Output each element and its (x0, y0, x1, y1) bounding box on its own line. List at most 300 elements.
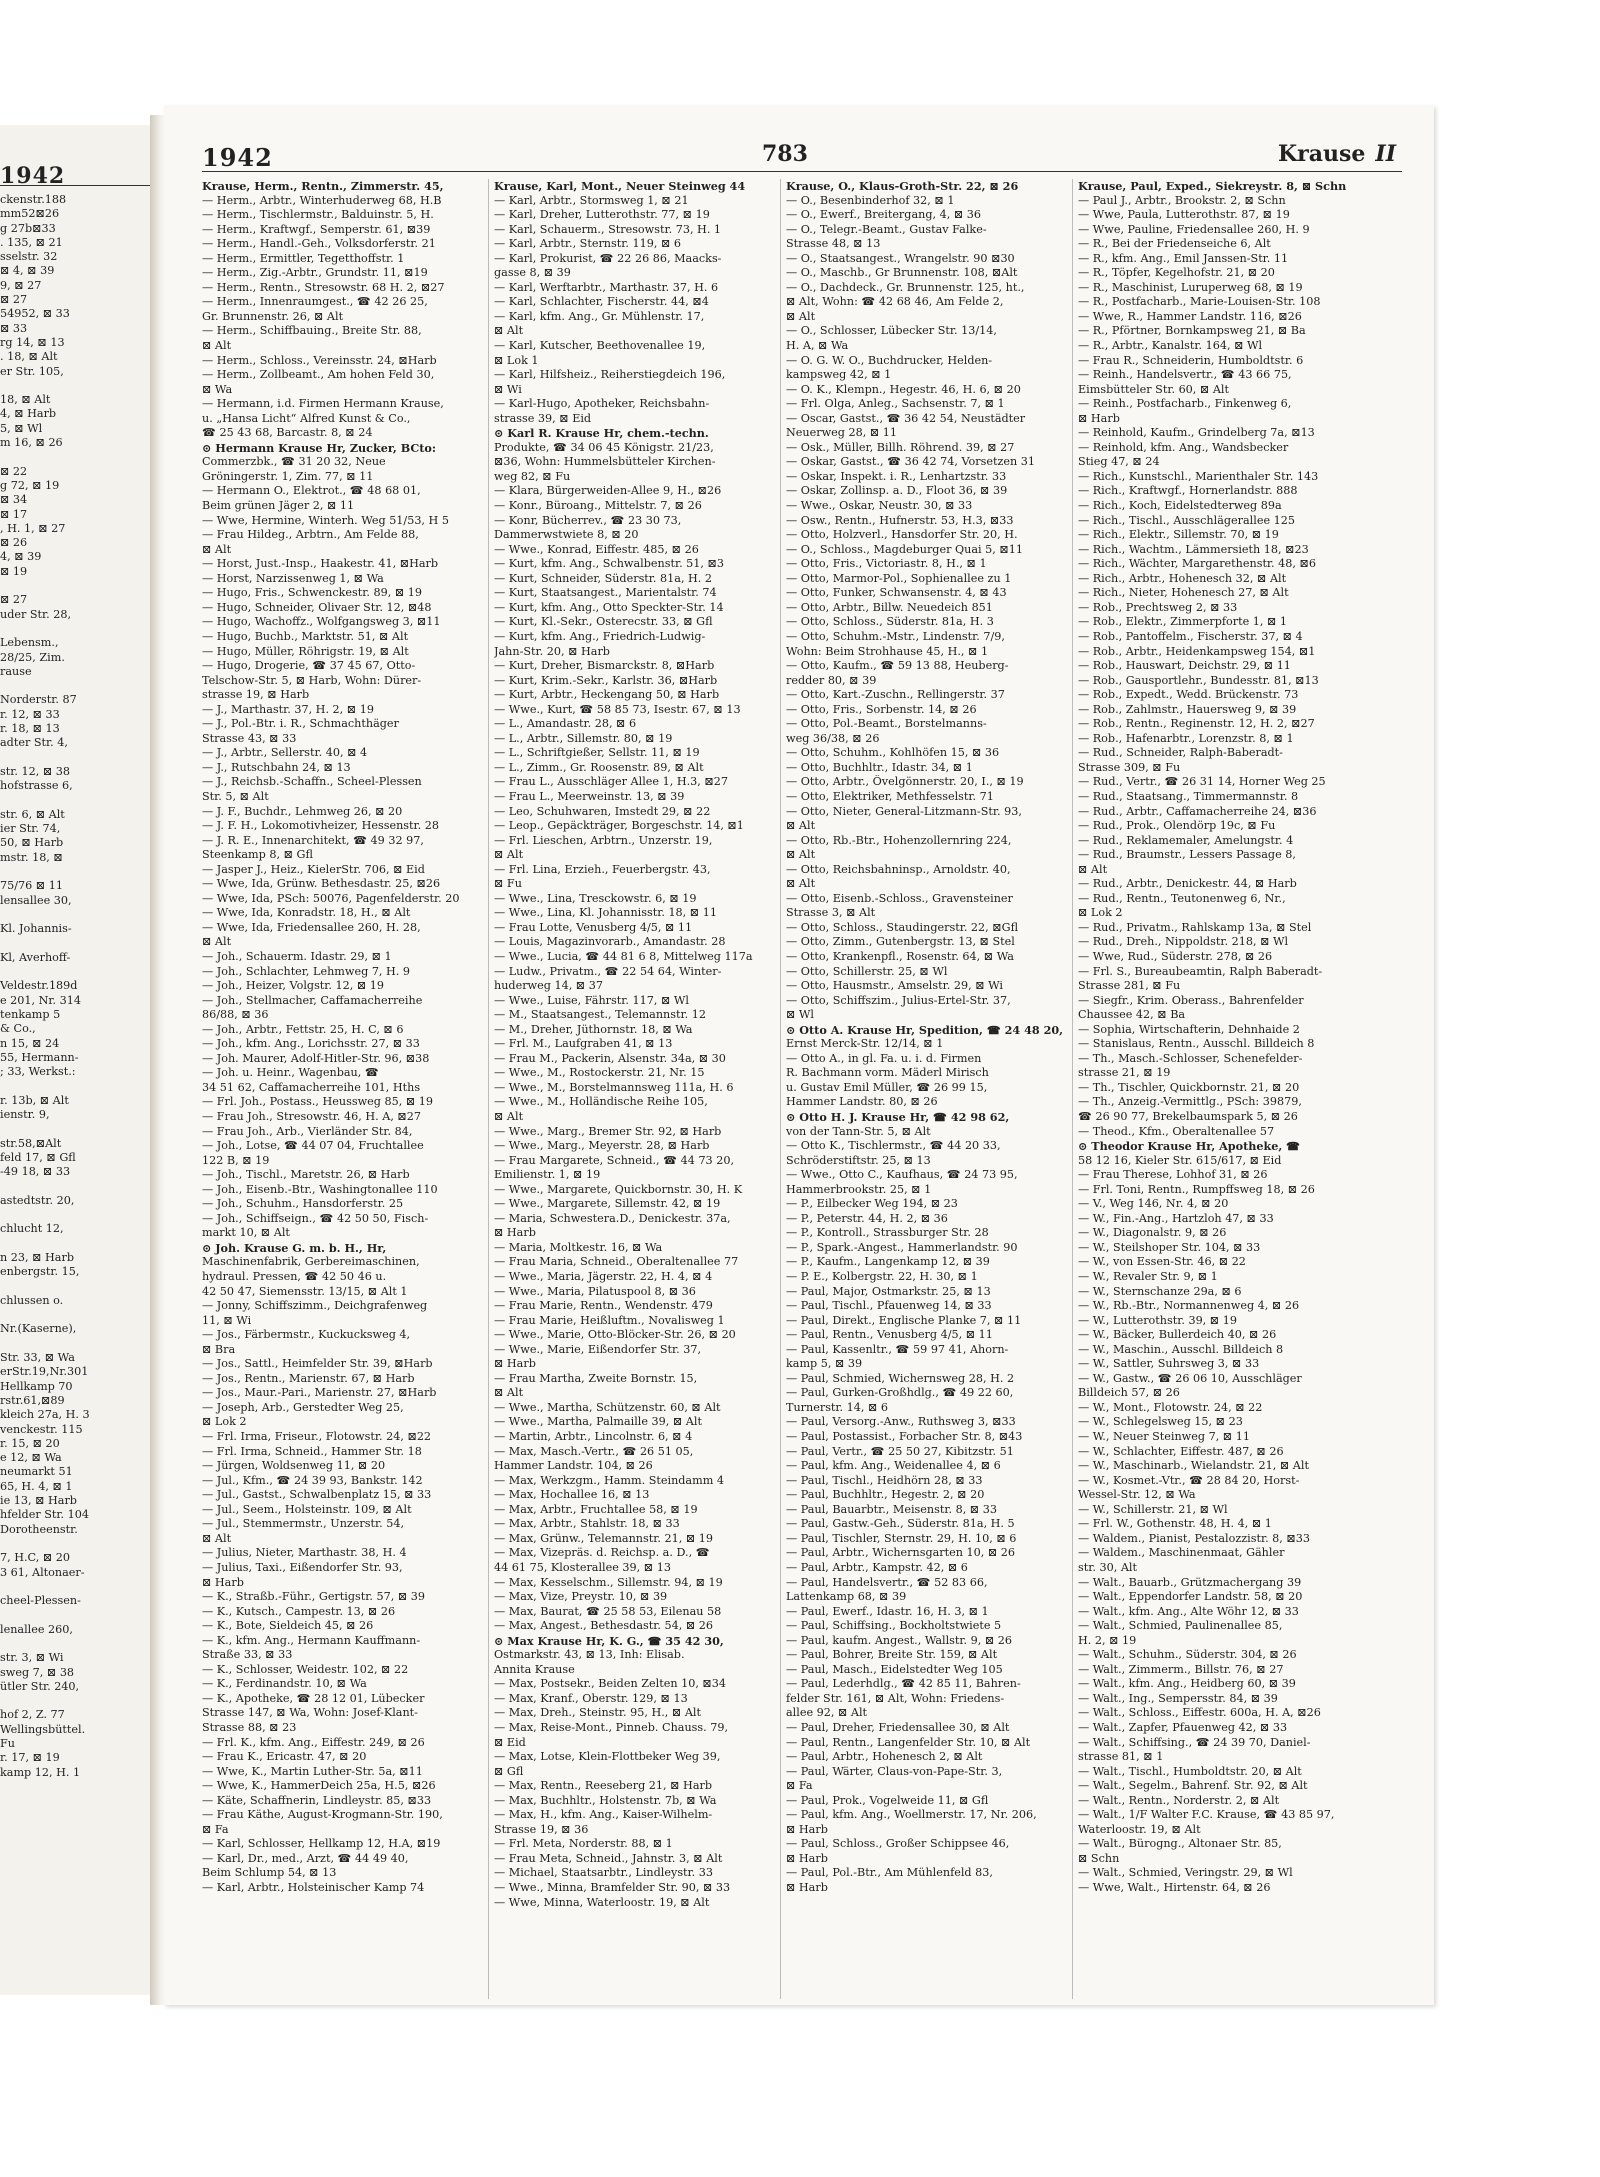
directory-entry-line: — W., Maschin., Ausschl. Billdeich 8 (1078, 1342, 1284, 1356)
entry-column-3 (786, 179, 1068, 1999)
directory-entry-line: — Max, Reise-Mont., Pinneb. Chauss. 79, (494, 1720, 729, 1734)
directory-entry-line: — O., Maschb., Gr Brunnenstr. 108, ⊠Alt (786, 266, 1018, 280)
directory-entry-line: — Herm., Zig.-Arbtr., Grundstr. 11, ⊠19 (202, 266, 428, 280)
directory-entry-line: — Frl. Irma, Schneid., Hammer Str. 18 (202, 1444, 422, 1458)
directory-entry-line: — Paul, Rentn., Venusberg 4/5, ⊠ 11 (786, 1328, 993, 1342)
directory-entry-line: 34 51 62, Caffamacherreihe 101, Hths (202, 1080, 421, 1094)
directory-entry-line: ⊠ Lok 2 (1078, 906, 1123, 920)
facing-page-line (0, 1179, 148, 1193)
directory-entry-line: ⊠ Alt (494, 848, 524, 862)
directory-entry-line: — J., Pol.-Btr. i. R., Schmachthäger (202, 717, 399, 731)
directory-entry-line: — W., Sattler, Suhrsweg 3, ⊠ 33 (1078, 1357, 1260, 1371)
facing-page-line: Veldestr.189d (0, 979, 78, 993)
directory-entry-line: — Karl-Hugo, Apotheker, Reichsbahn- (494, 397, 710, 411)
directory-entry-line: — Hugo, Müller, Röhrigstr. 19, ⊠ Alt (202, 644, 409, 658)
directory-entry-line: — Paul, Handelsvertr., ☎ 52 83 66, (786, 1575, 988, 1589)
directory-entry-line: — Rich., Koch, Eidelstedterweg 89a (1078, 499, 1282, 513)
directory-entry-line: — Max, Baurat, ☎ 25 58 53, Eilenau 58 (494, 1604, 722, 1618)
directory-entry-line: — Otto, Schloss., Süderstr. 81a, H. 3 (786, 615, 994, 629)
directory-entry-line: — Klara, Bürgerweiden-Allee 9, H., ⊠26 (494, 484, 722, 498)
directory-entry-line: — Joh. u. Heinr., Wagenbau, ☎ (202, 1066, 379, 1080)
directory-entry-line: — Th., Masch.-Schlosser, Schenefelder- (1078, 1051, 1303, 1065)
directory-entry-line: Krause, Karl, Mont., Neuer Steinweg 44 (494, 179, 746, 193)
directory-entry-line: — Rud., Schneider, Ralph-Baberadt- (1078, 746, 1283, 760)
directory-entry-line: — Rob., Zahlmstr., Hauersweg 9, ⊠ 39 (1078, 702, 1297, 716)
directory-entry-line: — Otto, Fris., Sorbenstr. 14, ⊠ 26 (786, 702, 977, 716)
directory-entry-line: u. Gustav Emil Müller, ☎ 26 99 15, (786, 1080, 988, 1094)
directory-entry-line: Commerzbk., ☎ 31 20 32, Neue (202, 455, 386, 469)
directory-entry-line: ⊠ Gfl (494, 1764, 524, 1778)
directory-entry-line: — Ludw., Privatm., ☎ 22 54 64, Winter- (494, 964, 722, 978)
facing-page-line: ⊠ 34 (0, 493, 28, 507)
facing-page-line: str. 12, ⊠ 38 (0, 764, 70, 778)
directory-entry-line: Annita Krause (494, 1662, 575, 1676)
facing-page-line: tenkamp 5 (0, 1007, 61, 1021)
directory-entry-line: — Max, Arbtr., Fruchtallee 58, ⊠ 19 (494, 1502, 698, 1516)
facing-page-line: , H. 1, ⊠ 27 (0, 521, 66, 535)
directory-entry-line: — Wwe, Rud., Süderstr. 278, ⊠ 26 (1078, 949, 1273, 963)
directory-entry-line: — Max, Postsekr., Beiden Zelten 10, ⊠34 (494, 1677, 727, 1691)
directory-entry-line: ⊙ Hermann Krause Hr, Zucker, BCto: (202, 440, 437, 455)
directory-entry-line: — Paul, Masch., Eidelstedter Weg 105 (786, 1662, 1003, 1676)
column-divider (780, 179, 781, 1999)
facing-page-line: rause (0, 664, 32, 678)
directory-entry-line: 44 61 75, Klosterallee 39, ⊠ 13 (494, 1560, 671, 1574)
directory-entry-line: — Reinhold, kfm. Ang., Wandsbecker (1078, 440, 1289, 454)
directory-entry-line: — Frau L., Meerweinstr. 13, ⊠ 39 (494, 789, 685, 803)
facing-page-line: 50, ⊠ Harb (0, 836, 64, 850)
facing-page-line: Kl. Johannis- (0, 922, 72, 936)
directory-entry-line: — Paul, kaufm. Angest., Wallstr. 9, ⊠ 26 (786, 1633, 1013, 1647)
directory-entry-line: Stieg 47, ⊠ 24 (1078, 455, 1160, 469)
directory-entry-line: — W., Schlachter, Eiffestr. 487, ⊠ 26 (1078, 1444, 1284, 1458)
directory-entry-line: — R., Arbtr., Kanalstr. 164, ⊠ Wl (1078, 339, 1263, 353)
facing-page-line: sselstr. 32 (0, 250, 58, 264)
directory-entry-line: — Frau Hildeg., Arbtrn., Am Felde 88, (202, 528, 419, 542)
directory-entry-line: ⊠ Alt (786, 848, 816, 862)
directory-entry-line: — Hugo, Buchb., Marktstr. 51, ⊠ Alt (202, 629, 409, 643)
facing-page-line (0, 908, 148, 922)
directory-entry-line: — Rud., Privatm., Rahlskamp 13a, ⊠ Stel (1078, 920, 1312, 934)
facing-page-line: chlussen o. (0, 1293, 64, 1307)
directory-entry-line: — W., Steilshoper Str. 104, ⊠ 33 (1078, 1240, 1261, 1254)
directory-entry-line: — Otto, Elektriker, Methfesselstr. 71 (786, 789, 994, 803)
directory-entry-line: — Jos., Sattl., Heimfelder Str. 39, ⊠Harb (202, 1357, 433, 1371)
directory-entry-line: — Herm., Arbtr., Winterhuderweg 68, H.B (202, 193, 442, 207)
directory-entry-line: — Wwe, K., Martin Luther-Str. 5a, ⊠11 (202, 1764, 423, 1778)
directory-entry-line: — W., Neuer Steinweg 7, ⊠ 11 (1078, 1430, 1250, 1444)
directory-entry-line: — Kurt, Dreher, Bismarckstr. 8, ⊠Harb (494, 659, 715, 673)
directory-entry-line: — Walt., Bürogng., Altonaer Str. 85, (1078, 1837, 1282, 1851)
directory-entry-line: Emilienstr. 1, ⊠ 19 (494, 1168, 601, 1182)
facing-page-line: n 15, ⊠ 24 (0, 1036, 60, 1050)
directory-entry-line: — Otto, Schloss., Staudingerstr. 22, ⊠Gfl (786, 920, 1019, 934)
directory-entry-line: Beim grünen Jäger 2, ⊠ 11 (202, 499, 355, 513)
directory-entry-line: Jahn-Str. 20, ⊠ Harb (494, 644, 610, 658)
directory-entry-line: — Paul, Schiffsing., Bockholtstwiete 5 (786, 1619, 1002, 1633)
directory-entry-line: — O. K., Klempn., Hegestr. 46, H. 6, ⊠ 20 (786, 382, 1021, 396)
facing-page-line: ⊠ 17 (0, 507, 28, 521)
column-divider (488, 179, 489, 1999)
directory-entry-line: ⊙ Karl R. Krause Hr, chem.-techn. (494, 426, 709, 441)
directory-entry-line: — Herm., Tischlermstr., Balduinstr. 5, H. (202, 208, 434, 222)
directory-entry-line: — Herm., Innenraumgest., ☎ 42 26 25, (202, 295, 428, 309)
directory-entry-line: hydraul. Pressen, ☎ 42 50 46 u. (202, 1270, 387, 1284)
directory-entry-line: ⊠ Harb (786, 1822, 828, 1836)
directory-entry-line: Dammerwstwiete 8, ⊠ 20 (494, 528, 639, 542)
directory-entry-line: — W., Fin.-Ang., Hartzloh 47, ⊠ 33 (1078, 1211, 1274, 1225)
directory-entry-line: ⊠ Alt, Wohn: ☎ 42 68 46, Am Felde 2, (786, 295, 1004, 309)
directory-entry-line: weg 36/38, ⊠ 26 (786, 731, 880, 745)
facing-page-line: g 27b⊠33 (0, 221, 56, 235)
directory-entry-line: ⊠ Fu (494, 877, 522, 891)
directory-entry-line: — Michael, Staatsarbtr., Lindleystr. 33 (494, 1866, 714, 1880)
facing-page-line: ütler Str. 240, (0, 1679, 80, 1693)
directory-entry-line: — Julius, Nieter, Marthastr. 38, H. 4 (202, 1546, 407, 1560)
facing-page-line: chlucht 12, (0, 1222, 64, 1236)
directory-entry-line: — Walt., Zimmerm., Billstr. 76, ⊠ 27 (1078, 1662, 1284, 1676)
directory-entry-line: — Otto, Schillerstr. 25, ⊠ Wl (786, 964, 948, 978)
directory-entry-line: — Rud., Arbtr., Denickestr. 44, ⊠ Harb (1078, 877, 1297, 891)
directory-entry-line: — Walt., 1/F Walter F.C. Krause, ☎ 43 85 97, (1078, 1808, 1335, 1822)
directory-entry-line: — Rich., Nieter, Hohenesch 27, ⊠ Alt (1078, 586, 1289, 600)
directory-entry-line: — Waldem., Pianist, Pestalozzistr. 8, ⊠33 (1078, 1531, 1311, 1545)
directory-entry-line: ☎ 25 43 68, Barcastr. 8, ⊠ 24 (202, 426, 373, 440)
directory-entry-line: — J., Reichsb.-Schaffn., Scheel-Plessen (202, 775, 422, 789)
directory-entry-line: — J. R. E., Innenarchitekt, ☎ 49 32 97, (202, 833, 424, 847)
facing-page-line: r. 12, ⊠ 33 (0, 707, 60, 721)
directory-entry-line: — Frau Joh., Arb., Vierländer Str. 84, (202, 1124, 413, 1138)
directory-entry-line: ⊙ Otto H. J. Krause Hr, ☎ 42 98 62, (786, 1110, 1010, 1124)
facing-page-line: 9, ⊠ 27 (0, 278, 42, 292)
facing-page-line: ⊠ 33 (0, 321, 28, 335)
directory-entry-line: — P., Peterstr. 44, H. 2, ⊠ 36 (786, 1211, 948, 1225)
directory-entry-line: Turnerstr. 14, ⊠ 6 (786, 1400, 889, 1414)
directory-entry-line: — Jonny, Schiffszimm., Deichgrafenweg (202, 1299, 428, 1313)
facing-page-line: Dorotheenstr. (0, 1522, 78, 1536)
directory-entry-line: Maschinenfabrik, Gerbereimaschinen, (202, 1255, 420, 1269)
directory-entry-line: — Frl. S., Bureaubeamtin, Ralph Baberadt- (1078, 964, 1323, 978)
entry-column-2 (494, 179, 776, 1999)
directory-entry-line: — Kurt, Kl.-Sekr., Osterecstr. 33, ⊠ Gfl (494, 615, 713, 629)
facing-page-line: neumarkt 51 (0, 1465, 73, 1479)
directory-entry-line: Str. 5, ⊠ Alt (202, 789, 269, 803)
facing-page-line: r. 18, ⊠ 13 (0, 721, 60, 735)
facing-page-line (0, 1237, 148, 1251)
directory-entry-line: — Otto, Rb.-Btr., Hohenzollernring 224, (786, 833, 1012, 847)
directory-entry-line: — Paul, Postassist., Forbacher Str. 8, ⊠43 (786, 1430, 1023, 1444)
directory-entry-line: ☎ 26 90 77, Brekelbaumspark 5, ⊠ 26 (1078, 1110, 1298, 1123)
directory-entry-line: — Otto K., Tischlermstr., ☎ 44 20 33, (786, 1139, 1001, 1153)
directory-entry-line: — Wwe., Lucia, ☎ 44 81 6 8, Mittelweg 117a (494, 949, 753, 963)
directory-entry-line: — Paul, Versorg.-Anw., Ruthsweg 3, ⊠33 (786, 1415, 1016, 1429)
directory-entry-line: — Frau L., Ausschläger Allee 1, H.3, ⊠27 (494, 775, 728, 789)
directory-entry-line: — W., Bäcker, Bullerdeich 40, ⊠ 26 (1078, 1328, 1277, 1342)
directory-entry-line: — Walt., kfm. Ang., Heidberg 60, ⊠ 39 (1078, 1677, 1296, 1691)
directory-entry-line: — P., Kontroll., Strassburger Str. 28 (786, 1226, 989, 1240)
directory-entry-line: — Wwe, Paula, Lutterothstr. 87, ⊠ 19 (1078, 208, 1290, 222)
directory-entry-line: — Wwe., Marg., Bremer Str. 92, ⊠ Harb (494, 1124, 722, 1138)
directory-entry-line: — Joh., Schauerm. Idastr. 29, ⊠ 1 (202, 949, 392, 963)
directory-entry-line: — Frl. Lieschen, Arbtrn., Unzerstr. 19, (494, 833, 713, 847)
directory-entry-line: — Max, Kranf., Oberstr. 129, ⊠ 13 (494, 1691, 688, 1705)
directory-entry-line: ⊠ Lok 1 (494, 353, 539, 367)
facing-page-line: ⊠ 4, ⊠ 39 (0, 264, 55, 278)
facing-page-line (0, 1608, 148, 1622)
directory-entry-line: — Karl, Schlosser, Hellkamp 12, H.A, ⊠19 (202, 1837, 441, 1851)
directory-entry-line: — O., Schloss., Magdeburger Quai 5, ⊠11 (786, 542, 1024, 556)
directory-entry-line: — P. E., Kolbergstr. 22, H. 30, ⊠ 1 (786, 1270, 978, 1284)
facing-page-line (0, 1694, 148, 1708)
directory-entry-line: — Wwe., Konrad, Eiffestr. 485, ⊠ 26 (494, 542, 699, 556)
directory-entry-line: — Rud., Vertr., ☎ 26 31 14, Horner Weg 25 (1078, 775, 1326, 789)
directory-entry-line: — M., Staatsangest., Telemannstr. 12 (494, 1008, 706, 1022)
directory-entry-line: — Otto, Hausmstr., Amselstr. 29, ⊠ Wi (786, 979, 1004, 993)
directory-entry-line: Krause, Herm., Rentn., Zimmerstr. 45, (202, 179, 444, 193)
directory-entry-line: — W., Maschinarb., Wielandstr. 21, ⊠ Alt (1078, 1459, 1309, 1473)
directory-entry-line: — Otto, Funker, Schwansenstr. 4, ⊠ 43 (786, 586, 1007, 600)
directory-entry-line: — O., Dachdeck., Gr. Brunnenstr. 125, ht., (786, 280, 1025, 294)
directory-entry-line: — Frl. Meta, Norderstr. 88, ⊠ 1 (494, 1837, 673, 1851)
facing-page-line (0, 965, 148, 979)
directory-entry-line: Krause, O., Klaus-Groth-Str. 22, ⊠ 26 (786, 179, 1019, 193)
directory-entry-line: felder Str. 161, ⊠ Alt, Wohn: Friedens- (786, 1691, 1005, 1705)
directory-entry-line: — Kurt, Staatsangest., Marientalstr. 74 (494, 586, 717, 600)
facing-page-line: e 12, ⊠ Wa (0, 1451, 62, 1465)
directory-entry-line: — Leo, Schuhwaren, Imstedt 29, ⊠ 22 (494, 804, 711, 818)
facing-page-line (0, 865, 148, 879)
directory-entry-line: — Rob., Expedt., Wedd. Brückenstr. 73 (1078, 688, 1299, 702)
directory-entry-line: — Karl, Schauerm., Stresowstr. 73, H. 1 (494, 222, 722, 236)
facing-page-line (0, 1208, 148, 1222)
directory-entry-line: — Otto, Schuhm., Kohlhöfen 15, ⊠ 36 (786, 746, 1000, 760)
directory-entry-line: — Rich., Kraftwgf., Hornerlandstr. 888 (1078, 484, 1298, 498)
facing-page-line (0, 1280, 148, 1294)
facing-page-line: 4, ⊠ Harb (0, 407, 57, 421)
directory-entry-line: ⊠ Fa (786, 1779, 813, 1793)
directory-entry-line: — R., Pförtner, Bornkampsweg 21, ⊠ Ba (1078, 324, 1306, 338)
facing-page-line: ⊠ 26 (0, 536, 28, 550)
directory-entry-line: — Max, Kesselschm., Sillemstr. 94, ⊠ 19 (494, 1575, 723, 1589)
directory-entry-line: Produkte, ☎ 34 06 45 Königstr. 21/23, (494, 440, 714, 454)
directory-entry-line: — Paul, Pol.-Btr., Am Mühlenfeld 83, (786, 1866, 993, 1880)
directory-entry-line: — Walt., kfm. Ang., Alte Wöhr 12, ⊠ 33 (1078, 1604, 1299, 1618)
facing-page-line (0, 1637, 148, 1651)
facing-page-line: -49 18, ⊠ 33 (0, 1165, 71, 1179)
facing-page-line: Norderstr. 87 (0, 693, 77, 707)
facing-page-line (0, 579, 148, 593)
entry-column-4 (1078, 179, 1360, 1999)
directory-entry-line: strasse 21, ⊠ 19 (1078, 1066, 1171, 1080)
directory-entry-line: Telschow-Str. 5, ⊠ Harb, Wohn: Dürer- (202, 673, 422, 687)
facing-page-line: m 16, ⊠ 26 (0, 436, 63, 450)
directory-entry-line: — Otto, Buchhltr., Idastr. 34, ⊠ 1 (786, 760, 973, 774)
directory-entry-line: ⊠ Harb (494, 1357, 536, 1371)
directory-entry-line: — Wwe., Minna, Bramfelder Str. 90, ⊠ 33 (494, 1880, 731, 1894)
directory-entry-line: 122 B, ⊠ 19 (202, 1153, 270, 1167)
directory-entry-line: — Karl, Dreher, Lutterothstr. 77, ⊠ 19 (494, 208, 710, 222)
directory-entry-line: — Walt., Ing., Sempersstr. 84, ⊠ 39 (1078, 1691, 1278, 1705)
directory-entry-line: redder 80, ⊠ 39 (786, 673, 877, 687)
running-head-volume: II (1375, 141, 1396, 167)
directory-entry-line: strasse 19, ⊠ Harb (202, 688, 310, 702)
directory-entry-line: — Wwe., Oskar, Neustr. 30, ⊠ 33 (786, 499, 973, 513)
directory-entry-line: — Rob., Gausportlehr., Bundesstr. 81, ⊠13 (1078, 673, 1319, 687)
page-number: 783 (762, 141, 808, 167)
directory-entry-line: — Wwe, Pauline, Friedensallee 260, H. 9 (1078, 222, 1310, 236)
directory-entry-line: — W., Kosmet.-Vtr., ☎ 28 84 20, Horst- (1078, 1473, 1300, 1487)
facing-page-line: ; 33, Werkst.: (0, 1065, 76, 1079)
directory-entry-line: — Joh., Schlachter, Lehmweg 7, H. 9 (202, 964, 411, 978)
directory-entry-line: ⊠ Alt (202, 935, 232, 949)
directory-entry-line: ⊠ Harb (1078, 411, 1120, 425)
directory-entry-line: — Th., Anzeig.-Vermittlg., PSch: 39879, (1078, 1095, 1302, 1109)
directory-entry-line: — Frl. Olga, Anleg., Sachsenstr. 7, ⊠ 1 (786, 397, 1005, 411)
directory-entry-line: — Paul, Major, Ostmarkstr. 25, ⊠ 13 (786, 1284, 991, 1298)
directory-entry-line: — W., Rb.-Btr., Normannenweg 4, ⊠ 26 (1078, 1299, 1300, 1313)
facing-page-line: kamp 12, H. 1 (0, 1765, 81, 1779)
directory-entry-line: ⊠ Lok 2 (202, 1415, 247, 1429)
directory-entry-line: — Wwe., Maria, Jägerstr. 22, H. 4, ⊠ 4 (494, 1270, 713, 1284)
directory-entry-line: — Herm., Schiffbauing., Breite Str. 88, (202, 324, 422, 338)
facing-page-column (0, 193, 148, 1780)
directory-entry-line: — Stanislaus, Rentn., Ausschl. Billdeich 8 (1078, 1037, 1315, 1051)
directory-entry-line: — Frau M., Packerin, Alsenstr. 34a, ⊠ 30 (494, 1051, 726, 1065)
facing-page-line: Wellingsbüttel. (0, 1722, 86, 1736)
directory-entry-line: — Frau Martha, Zweite Bornstr. 15, (494, 1371, 698, 1385)
directory-entry-line: — Jasper J., Heiz., KielerStr. 706, ⊠ Eid (202, 862, 425, 876)
facing-page-line (0, 679, 148, 693)
directory-entry-line: — Frau Joh., Stresowstr. 46, H. A, ⊠27 (202, 1110, 422, 1123)
directory-entry-line: — Otto, Schiffszim., Julius-Ertel-Str. 37, (786, 993, 1011, 1007)
directory-entry-line: — Max, Rentn., Reeseberg 21, ⊠ Harb (494, 1779, 712, 1793)
directory-entry-line: — Frau Margarete, Schneid., ☎ 44 73 20, (494, 1153, 735, 1167)
directory-entry-line: ⊙ Max Krause Hr, K. G., ☎ 35 42 30, (494, 1633, 724, 1648)
directory-entry-line: — Otto, Krankenpfl., Rosenstr. 64, ⊠ Wa (786, 949, 1014, 963)
directory-entry-line: — Wwe, Ida, Grünw. Bethesdastr. 25, ⊠26 (202, 877, 441, 891)
directory-entry-line: — Jürgen, Woldsenweg 11, ⊠ 20 (202, 1459, 386, 1473)
directory-entry-line: — Wwe, K., HammerDeich 25a, H.5, ⊠26 (202, 1779, 436, 1793)
directory-entry-line: 58 12 16, Kieler Str. 615/617, ⊠ Eid (1078, 1153, 1282, 1167)
directory-entry-line: — J., Rutschbahn 24, ⊠ 13 (202, 760, 351, 774)
directory-entry-line: Hammer Landstr. 104, ⊠ 26 (494, 1459, 653, 1473)
facing-page-line: ⊠ 22 (0, 464, 28, 478)
directory-entry-line: — Paul, Bohrer, Breite Str. 159, ⊠ Alt (786, 1648, 998, 1662)
directory-entry-line: — Rud., Rentn., Teutonenweg 6, Nr., (1078, 891, 1286, 905)
directory-entry-line: — Walt., Schuhm., Süderstr. 304, ⊠ 26 (1078, 1648, 1297, 1662)
facing-page-line: hfelder Str. 104 (0, 1508, 89, 1522)
directory-entry-line: — Wwe., Maria, Pilatuspool 8, ⊠ 36 (494, 1284, 696, 1298)
directory-entry-line: — Max, Grünw., Telemannstr. 21, ⊠ 19 (494, 1531, 713, 1545)
directory-entry-line: Lattenkamp 68, ⊠ 39 (786, 1590, 907, 1604)
directory-entry-line: — O., Ewerf., Breitergang, 4, ⊠ 36 (786, 208, 981, 222)
facing-page-line: ienstr. 9, (0, 1108, 50, 1121)
directory-entry-line: — Paul, Wärter, Claus-von-Pape-Str. 3, (786, 1764, 1003, 1778)
directory-entry-line: 86/88, ⊠ 36 (202, 1008, 269, 1022)
directory-entry-line: — Max, Werkzgm., Hamm. Steindamm 4 (494, 1473, 724, 1487)
column-divider (1072, 179, 1073, 1999)
directory-entry-line: — Wwe, Ida, PSch: 50076, Pagenfelderstr. 20 (202, 891, 460, 905)
directory-entry-line: — Karl, Arbtr., Holsteinischer Kamp 74 (202, 1880, 425, 1894)
directory-entry-line: — Max, H., kfm. Ang., Kaiser-Wilhelm- (494, 1808, 713, 1822)
directory-entry-line: — Herm., Zollbeamt., Am hohen Feld 30, (202, 368, 435, 382)
directory-entry-line: — Wwe., M., Rostockerstr. 21, Nr. 15 (494, 1066, 705, 1080)
directory-entry-line: — Paul, Rentn., Langenfelder Str. 10, ⊠ Alt (786, 1735, 1031, 1749)
directory-entry-line: — Herm., Ermittler, Tegetthoffstr. 1 (202, 251, 405, 265)
directory-entry-line: ⊠ Wi (494, 382, 522, 396)
directory-entry-line: — Paul, Vertr., ☎ 25 50 27, Kibitzstr. 51 (786, 1444, 1014, 1458)
directory-entry-line: — Walt., Segelm., Bahrenf. Str. 92, ⊠ Alt (1078, 1779, 1308, 1793)
directory-entry-line: Hammerbrookstr. 25, ⊠ 1 (786, 1182, 932, 1196)
facing-page-line (0, 936, 148, 950)
directory-entry-line: — Paul, Tischl., Pfauenweg 14, ⊠ 33 (786, 1299, 992, 1313)
directory-entry-line: — Max, Arbtr., Stahlstr. 18, ⊠ 33 (494, 1517, 680, 1531)
directory-entry-line: — Paul, Arbtr., Kampstr. 42, ⊠ 6 (786, 1560, 968, 1574)
directory-entry-line: — Wwe, Ida, Friedensallee 260, H. 28, (202, 920, 421, 934)
directory-entry-line: — Horst, Just.-Insp., Haakestr. 41, ⊠Harb (202, 557, 439, 571)
directory-entry-line: — Max, Vizepräs. d. Reichsp. a. D., ☎ (494, 1546, 710, 1560)
directory-entry-line: — Louis, Magazinvorarb., Amandastr. 28 (494, 935, 726, 949)
directory-entry-line: Beim Schlump 54, ⊠ 13 (202, 1866, 337, 1880)
directory-entry-line: ⊙ Joh. Krause G. m. b. H., Hr, (202, 1240, 387, 1255)
facing-page-line: str.58,⊠Alt (0, 1136, 62, 1150)
directory-entry-line: — Joh., Schiffseign., ☎ 42 50 50, Fisch- (202, 1211, 429, 1225)
directory-entry-line: — P., Kaufm., Langenkamp 12, ⊠ 39 (786, 1255, 990, 1269)
directory-entry-line: ⊠ Alt (494, 324, 524, 338)
directory-entry-line: — Rich., Tischl., Ausschlägerallee 125 (1078, 513, 1295, 527)
directory-entry-line: u. „Hansa Licht“ Alfred Kunst & Co., (202, 411, 411, 425)
directory-entry-line: — W., Diagonalstr. 9, ⊠ 26 (1078, 1226, 1227, 1240)
directory-entry-line: — Maria, Moltkestr. 16, ⊠ Wa (494, 1240, 663, 1254)
directory-entry-line: — V., Weg 146, Nr. 4, ⊠ 20 (1078, 1197, 1229, 1211)
directory-entry-line: — Rob., Pantoffelm., Fischerstr. 37, ⊠ 4 (1078, 629, 1303, 643)
directory-entry-line: — Wwe, Ida, Konradstr. 18, H., ⊠ Alt (202, 906, 411, 920)
directory-entry-line: — Wwe., Marie, Otto-Blöcker-Str. 26, ⊠ 20 (494, 1328, 736, 1342)
directory-entry-line: — Frau Meta, Schneid., Jahnstr. 3, ⊠ Alt (494, 1851, 723, 1865)
directory-entry-line: — Joh., Lotse, ☎ 44 07 04, Fruchtallee (202, 1139, 424, 1153)
directory-entry-line: — Paul, Arbtr., Hohenesch 2, ⊠ Alt (786, 1750, 983, 1764)
directory-entry-line: Strasse 147, ⊠ Wa, Wohn: Josef-Klant- (202, 1706, 418, 1720)
directory-entry-line: — Osk., Müller, Billh. Röhrend. 39, ⊠ 27 (786, 440, 1015, 454)
directory-entry-line: — O., Schlosser, Lübecker Str. 13/14, (786, 324, 997, 338)
directory-entry-line: Strasse 309, ⊠ Fu (1078, 760, 1181, 774)
directory-entry-line: — J., Marthastr. 37, H. 2, ⊠ 19 (202, 702, 374, 716)
directory-entry-line: strasse 81, ⊠ 1 (1078, 1750, 1164, 1764)
directory-entry-line: — Hugo, Fris., Schwenckestr. 89, ⊠ 19 (202, 586, 422, 600)
directory-entry-line: — Kurt, Krim.-Sekr., Karlstr. 36, ⊠Harb (494, 673, 718, 687)
directory-entry-line: — Sophia, Wirtschafterin, Dehnhaide 2 (1078, 1022, 1300, 1036)
directory-entry-line: ⊙ Otto A. Krause Hr, Spedition, ☎ 24 48 20, (786, 1022, 1064, 1037)
directory-entry-line: — Paul, kfm. Ang., Weidenallee 4, ⊠ 6 (786, 1459, 1001, 1473)
directory-entry-line: — Otto, Fris., Victoriastr. 8, H., ⊠ 1 (786, 557, 987, 571)
facing-page-line: ckenstr.188 (0, 193, 67, 206)
facing-page-line: & Co., (0, 1022, 36, 1036)
directory-entry-line: — Käte, Schaffnerin, Lindleystr. 85, ⊠33 (202, 1793, 432, 1807)
directory-entry-line: — J., Arbtr., Sellerstr. 40, ⊠ 4 (202, 746, 368, 760)
facing-page-line: ⊠ 27 (0, 293, 28, 307)
directory-entry-line: — Otto, Nieter, General-Litzmann-Str. 93, (786, 804, 1022, 818)
facing-page-line: e 201, Nr. 314 (0, 993, 82, 1007)
directory-entry-line: — Walt., Eppendorfer Landstr. 58, ⊠ 20 (1078, 1590, 1303, 1604)
directory-entry-line: — Jul., Kfm., ☎ 24 39 93, Bankstr. 142 (202, 1473, 423, 1487)
directory-entry-line: — W., Schillerstr. 21, ⊠ Wl (1078, 1502, 1228, 1516)
directory-entry-line: — Oskar, Gastst., ☎ 36 42 74, Vorsetzen 31 (786, 455, 1036, 469)
directory-entry-line: — Karl, Prokurist, ☎ 22 26 86, Maacks- (494, 251, 722, 265)
directory-entry-line: — W., Schlegelsweg 15, ⊠ 23 (1078, 1415, 1243, 1429)
facing-page-line: 18, ⊠ Alt (0, 393, 51, 407)
directory-entry-line: — Rud., Reklamemaler, Amelungstr. 4 (1078, 833, 1294, 847)
facing-page-line: ie 13, ⊠ Harb (0, 1494, 77, 1508)
